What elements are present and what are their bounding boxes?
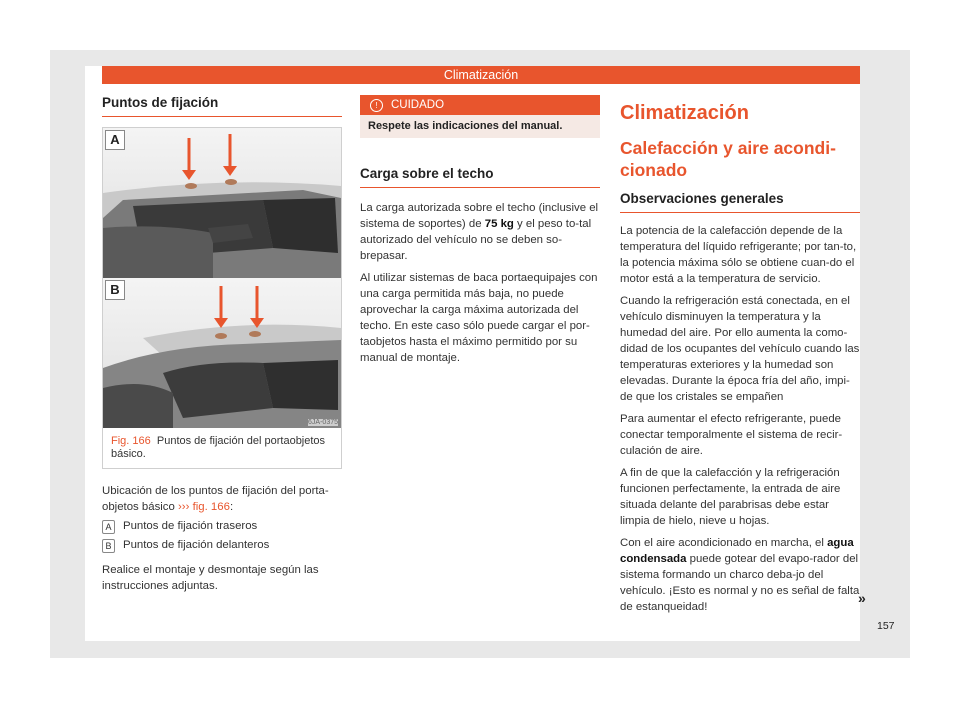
- climate-paragraph-5: [620, 535, 860, 615]
- condensate-text-a: Con el aire acondicionado en marcha, el: [620, 537, 828, 549]
- section-title-general-notes: Observaciones generales: [620, 191, 860, 213]
- figure-number: Fig. 166: [111, 435, 151, 447]
- figure-code: 6JA-0375: [308, 419, 338, 426]
- warning-circle-icon: !: [370, 99, 383, 112]
- figure-caption: [111, 435, 336, 461]
- legend-item-b: [102, 538, 342, 553]
- intro-paragraph: [102, 483, 342, 515]
- figure-label-a: A: [105, 130, 125, 150]
- figure-image-a: [103, 128, 341, 278]
- section-title-fixing-points: Puntos de fijación: [102, 95, 342, 117]
- middle-column: [360, 95, 600, 366]
- figure-link[interactable]: fig. 166: [192, 501, 230, 513]
- climate-paragraph-4: A fin de que la calefacción y la refrigeración funcionen perfectamente, la entrada de aire situada delante del parabrisas debe estar limpia de hielo, nieve u hojas.: [620, 467, 841, 527]
- roof-load-paragraph-2: Al utilizar sistemas de baca portaequipajes con una carga permitida más baja, no puede aprovechar la carga máxima autorizada del techo. En este caso sólo puede cargar el por-taobjetos hasta el máximo permitido por su manual de montaje.: [360, 272, 598, 364]
- chapter-title: Climatización: [620, 102, 749, 124]
- left-column: [102, 95, 342, 594]
- section-title-roof-load: Carga sobre el techo: [360, 166, 600, 188]
- figure-label-b: B: [105, 280, 125, 300]
- figure-image-b: [103, 278, 341, 428]
- legend-key-b: B: [102, 539, 115, 553]
- right-column: [620, 95, 860, 615]
- legend-item-a: [102, 519, 342, 534]
- condensate-text-b: puede gotear del evapo-rador del sistema formando un charco deba-jo del vehículo. ¡Esto es normal y no es señal de falta de estanqueidad!: [620, 553, 860, 613]
- reference-arrows: ›››: [178, 501, 190, 513]
- max-load-value: 75 kg: [484, 218, 514, 230]
- car-roof-front-illustration: [103, 278, 341, 428]
- legend-text-b: Puntos de fijación delanteros: [123, 539, 270, 551]
- legend-key-a: A: [102, 520, 115, 534]
- car-roof-rear-illustration: [103, 128, 341, 278]
- caution-box: [360, 95, 600, 138]
- intro-text: Ubicación de los puntos de fijación del porta-objetos básico: [102, 485, 329, 513]
- caution-text: Respete las indicaciones del manual.: [368, 120, 563, 132]
- caution-header: [360, 95, 600, 115]
- outro-paragraph: Realice el montaje y desmontaje según las instrucciones adjuntas.: [102, 564, 319, 592]
- running-header: Climatización: [102, 66, 860, 84]
- climate-paragraph-2: Cuando la refrigeración está conectada, en el vehículo disminuyen la temperatura y la humedad del aire. Por ello aumenta la como-didad de los ocupantes del vehículo cuando las temperaturas exteriores y la humedad son elevadas. Durante la época fría del año, impi-de que los cristales se empañen: [620, 295, 860, 403]
- climate-paragraph-3: Para aumentar el efecto refrigerante, puede conectar temporalmente el sistema de recir-culación de aire.: [620, 413, 843, 457]
- roof-load-text-b: y el peso to-tal autorizado del vehículo no se deben so-brepasar.: [360, 218, 592, 262]
- climate-paragraph-1: La potencia de la calefacción depende de la temperatura del líquido refrigerante; por tan-to, la potencia máxima sólo se obtiene cuan-do el motor está a la temperatura de servicio.: [620, 225, 857, 285]
- chapter-subtitle: Calefacción y aire acondi-cionado: [620, 138, 836, 180]
- legend-text-a: Puntos de fijación traseros: [123, 520, 258, 532]
- roof-load-text-a: La carga autorizada sobre el techo (inclusive el sistema de soportes) de: [360, 202, 599, 230]
- caution-title: CUIDADO: [391, 99, 445, 111]
- page-number: 157: [877, 620, 895, 632]
- roof-load-paragraph-1: [360, 200, 600, 264]
- figure-caption-text: Puntos de fijación del portaobjetos básico.: [111, 435, 326, 460]
- intro-colon: :: [229, 501, 234, 513]
- figure-166: [102, 127, 342, 469]
- condensate-term: agua condensada: [620, 537, 854, 565]
- continue-chevron-icon: »: [858, 590, 866, 606]
